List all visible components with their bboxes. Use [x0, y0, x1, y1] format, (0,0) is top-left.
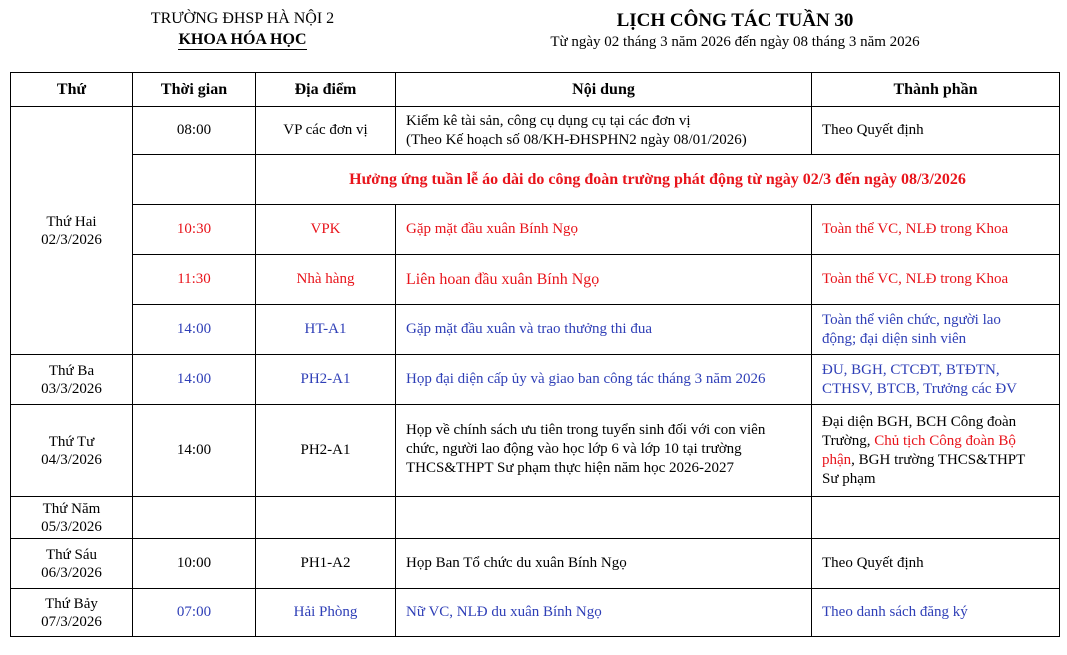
- table-row: [11, 305, 1060, 355]
- table-row: [11, 355, 1060, 405]
- table-row: [11, 405, 1060, 497]
- university-name: TRƯỜNG ĐHSP HÀ NỘI 2: [150, 10, 335, 27]
- day-cell-thu: [11, 497, 133, 539]
- content-cell: Họp Ban Tổ chức du xuân Bính Ngọ: [396, 539, 812, 589]
- table-row: [11, 589, 1060, 637]
- members-cell: Toàn thể VC, NLĐ trong Khoa: [812, 255, 1060, 305]
- time-cell: [133, 155, 256, 205]
- members-text: , BGH trường THCS&THPT: [851, 451, 1026, 468]
- day-name: Thứ Sáu: [45, 546, 98, 563]
- faculty-name: [110, 31, 375, 49]
- members-cell: Toàn thể VC, NLĐ trong Khoa: [812, 205, 1060, 255]
- content-cell: Liên hoan đầu xuân Bính Ngọ: [396, 255, 812, 305]
- members-line: [822, 451, 1049, 470]
- members-highlight: Chủ tịch Công đoàn Bộ: [874, 432, 1016, 449]
- day-cell-sat: [11, 589, 133, 637]
- col-header-day: Thứ: [11, 73, 133, 107]
- day-cell-mon: [11, 107, 133, 355]
- time-cell: 10:30: [133, 205, 256, 255]
- faculty-name-text: KHOA HÓA HỌC: [178, 31, 307, 48]
- table-row: [11, 539, 1060, 589]
- place-cell: VP các đơn vị: [256, 107, 396, 155]
- members-cell: [812, 497, 1060, 539]
- place-cell: Hải Phòng: [256, 589, 396, 637]
- place-cell: PH2-A1: [256, 405, 396, 497]
- members-cell: [812, 405, 1060, 497]
- table-row: [11, 155, 1060, 205]
- day-cell-fri: [11, 539, 133, 589]
- members-cell: Theo danh sách đăng ký: [812, 589, 1060, 637]
- content-line: chức, người lao động vào học lớp 6 và lớp 10 tại trường: [406, 441, 742, 457]
- day-name: Thứ Tư: [48, 433, 95, 450]
- content-line: (Theo Kế hoạch số 08/KH-ĐHSPHN2 ngày 08/01/2026): [406, 131, 747, 148]
- content-cell: Họp đại diện cấp ủy và giao ban công tác tháng 3 năm 2026: [396, 355, 812, 405]
- content-cell: [396, 107, 812, 155]
- col-header-place: Địa điểm: [256, 73, 396, 107]
- time-cell: 14:00: [133, 305, 256, 355]
- members-line: [822, 432, 1049, 451]
- day-date: 07/3/2026: [41, 613, 102, 630]
- date-range: Từ ngày 02 tháng 3 năm 2026 đến ngày 08 tháng 3 năm 2026: [550, 34, 920, 50]
- day-date: 03/3/2026: [41, 380, 102, 397]
- day-date: 06/3/2026: [41, 564, 102, 581]
- members-cell: Theo Quyết định: [812, 107, 1060, 155]
- day-name: Thứ Hai: [46, 213, 97, 230]
- content-cell: [396, 497, 812, 539]
- members-cell: [812, 305, 1060, 355]
- day-name: Thứ Năm: [42, 500, 101, 517]
- place-cell: [256, 497, 396, 539]
- content-cell: Nữ VC, NLĐ du xuân Bính Ngọ: [396, 589, 812, 637]
- members-line: Đại diện BGH, BCH Công đoàn: [822, 413, 1017, 430]
- col-header-members: Thành phần: [812, 73, 1060, 107]
- place-cell: PH2-A1: [256, 355, 396, 405]
- content-cell: Gặp mặt đầu xuân và trao thưởng thi đua: [396, 305, 812, 355]
- day-date: 05/3/2026: [41, 518, 102, 535]
- col-header-time: Thời gian: [133, 73, 256, 107]
- time-cell: 14:00: [133, 355, 256, 405]
- time-cell: [133, 497, 256, 539]
- place-cell: VPK: [256, 205, 396, 255]
- table-row: [11, 107, 1060, 155]
- place-cell: PH1-A2: [256, 539, 396, 589]
- content-line: Họp về chính sách ưu tiên trong tuyển sinh đối với con viên: [406, 422, 766, 438]
- time-cell: 08:00: [133, 107, 256, 155]
- table-row: [11, 497, 1060, 539]
- day-cell-wed: [11, 405, 133, 497]
- schedule-title: LỊCH CÔNG TÁC TUẦN 30: [616, 10, 854, 31]
- members-line: Sư phạm: [822, 470, 876, 487]
- time-cell: 11:30: [133, 255, 256, 305]
- members-text: Trường,: [822, 432, 875, 449]
- content-line: Kiểm kê tài sản, công cụ dụng cụ tại các đơn vị: [406, 112, 691, 129]
- day-name: Thứ Bảy: [45, 595, 98, 612]
- schedule-table: [10, 72, 1060, 637]
- time-cell: 14:00: [133, 405, 256, 497]
- members-cell: Theo Quyết định: [812, 539, 1060, 589]
- members-line: Toàn thể viên chức, người lao: [822, 311, 1001, 328]
- place-cell: HT-A1: [256, 305, 396, 355]
- content-line: THCS&THPT Sư phạm thực hiện năm học 2026-2027: [406, 460, 735, 476]
- col-header-content: Nội dung: [396, 73, 812, 107]
- table-row: [11, 255, 1060, 305]
- place-cell: Nhà hàng: [256, 255, 396, 305]
- day-date: 04/3/2026: [41, 451, 102, 468]
- time-cell: 10:00: [133, 539, 256, 589]
- members-cell: [812, 355, 1060, 405]
- content-cell: [396, 405, 812, 497]
- time-cell: 07:00: [133, 589, 256, 637]
- members-line: CTHSV, BTCB, Trưởng các ĐV: [822, 380, 1017, 397]
- members-line: động; đại diện sinh viên: [822, 330, 967, 347]
- day-date: 02/3/2026: [41, 231, 102, 248]
- table-header-row: [11, 73, 1060, 107]
- content-cell: Gặp mặt đầu xuân Bính Ngọ: [396, 205, 812, 255]
- table-row: [11, 205, 1060, 255]
- ao-dai-week-banner: Hưởng ứng tuần lễ áo dài do công đoàn trường phát động từ ngày 02/3 đến ngày 08/3/2026: [256, 155, 1060, 205]
- day-name: Thứ Ba: [48, 362, 95, 379]
- members-highlight: phận: [822, 451, 852, 468]
- members-line: ĐU, BGH, CTCĐT, BTĐTN,: [822, 361, 1000, 378]
- day-cell-tue: [11, 355, 133, 405]
